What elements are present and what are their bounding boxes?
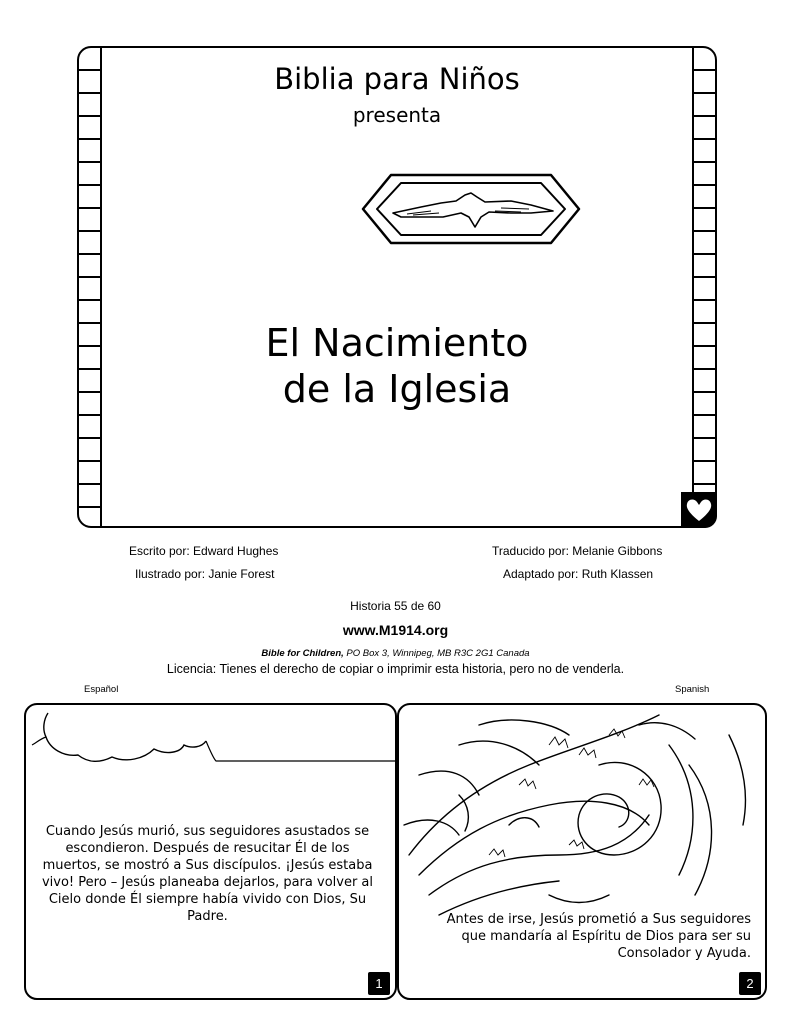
page-number-1: 1	[368, 972, 390, 995]
panel-2-text: Antes de irse, Jesús prometió a Sus seguidores que mandaría al Espíritu de Dios para ser su Consolador y Ayuda.	[446, 912, 751, 961]
publisher-name: Bible for Children,	[261, 648, 344, 659]
story-panel-1	[24, 703, 397, 1000]
adapted-by: Adaptado por: Ruth Klassen	[503, 567, 654, 581]
illustrated-by: Ilustrado por: Janie Forest	[135, 567, 275, 581]
wind-flame-illustration-icon	[399, 705, 767, 925]
heart-logo-icon	[681, 492, 717, 528]
story-panel-2	[397, 703, 767, 1000]
publisher-address-rest: PO Box 3, Winnipeg, MB R3C 2G1 Canada	[343, 648, 530, 659]
story-number: Historia 55 de 60	[350, 599, 441, 613]
story-title-line1: El Nacimiento	[265, 321, 529, 365]
story-title	[79, 320, 715, 412]
story-title-line2: de la Iglesia	[282, 367, 512, 411]
cloud-illustration-icon	[26, 705, 397, 815]
cover-frame	[77, 46, 717, 528]
presents-label: presenta	[352, 103, 442, 127]
translated-by: Traducido por: Melanie Gibbons	[492, 544, 663, 558]
language-label-left: Español	[84, 684, 119, 695]
publisher-address	[0, 648, 791, 659]
license-text: Licencia: Tienes el derecho de copiar o imprimir esta historia, pero no de venderla.	[166, 662, 625, 676]
written-by: Escrito por: Edward Hughes	[129, 544, 279, 558]
page-number-2: 2	[739, 972, 761, 995]
dove-emblem-icon	[361, 171, 581, 247]
series-title: Biblia para Niños	[274, 62, 520, 96]
website-link[interactable]: www.M1914.org	[342, 622, 449, 638]
panel-1-text: Cuando Jesús murió, sus seguidores asustados se escondieron. Después de resucitar Él de los muertos, se mostró a Sus discípulos. ¡Jesús estaba vivo! Pero – Jesús planeaba dejarlos, para volver al Cielo donde Él siempre había vivido con Dios, Su Padre.	[41, 824, 374, 924]
language-label-right: Spanish	[675, 684, 710, 695]
